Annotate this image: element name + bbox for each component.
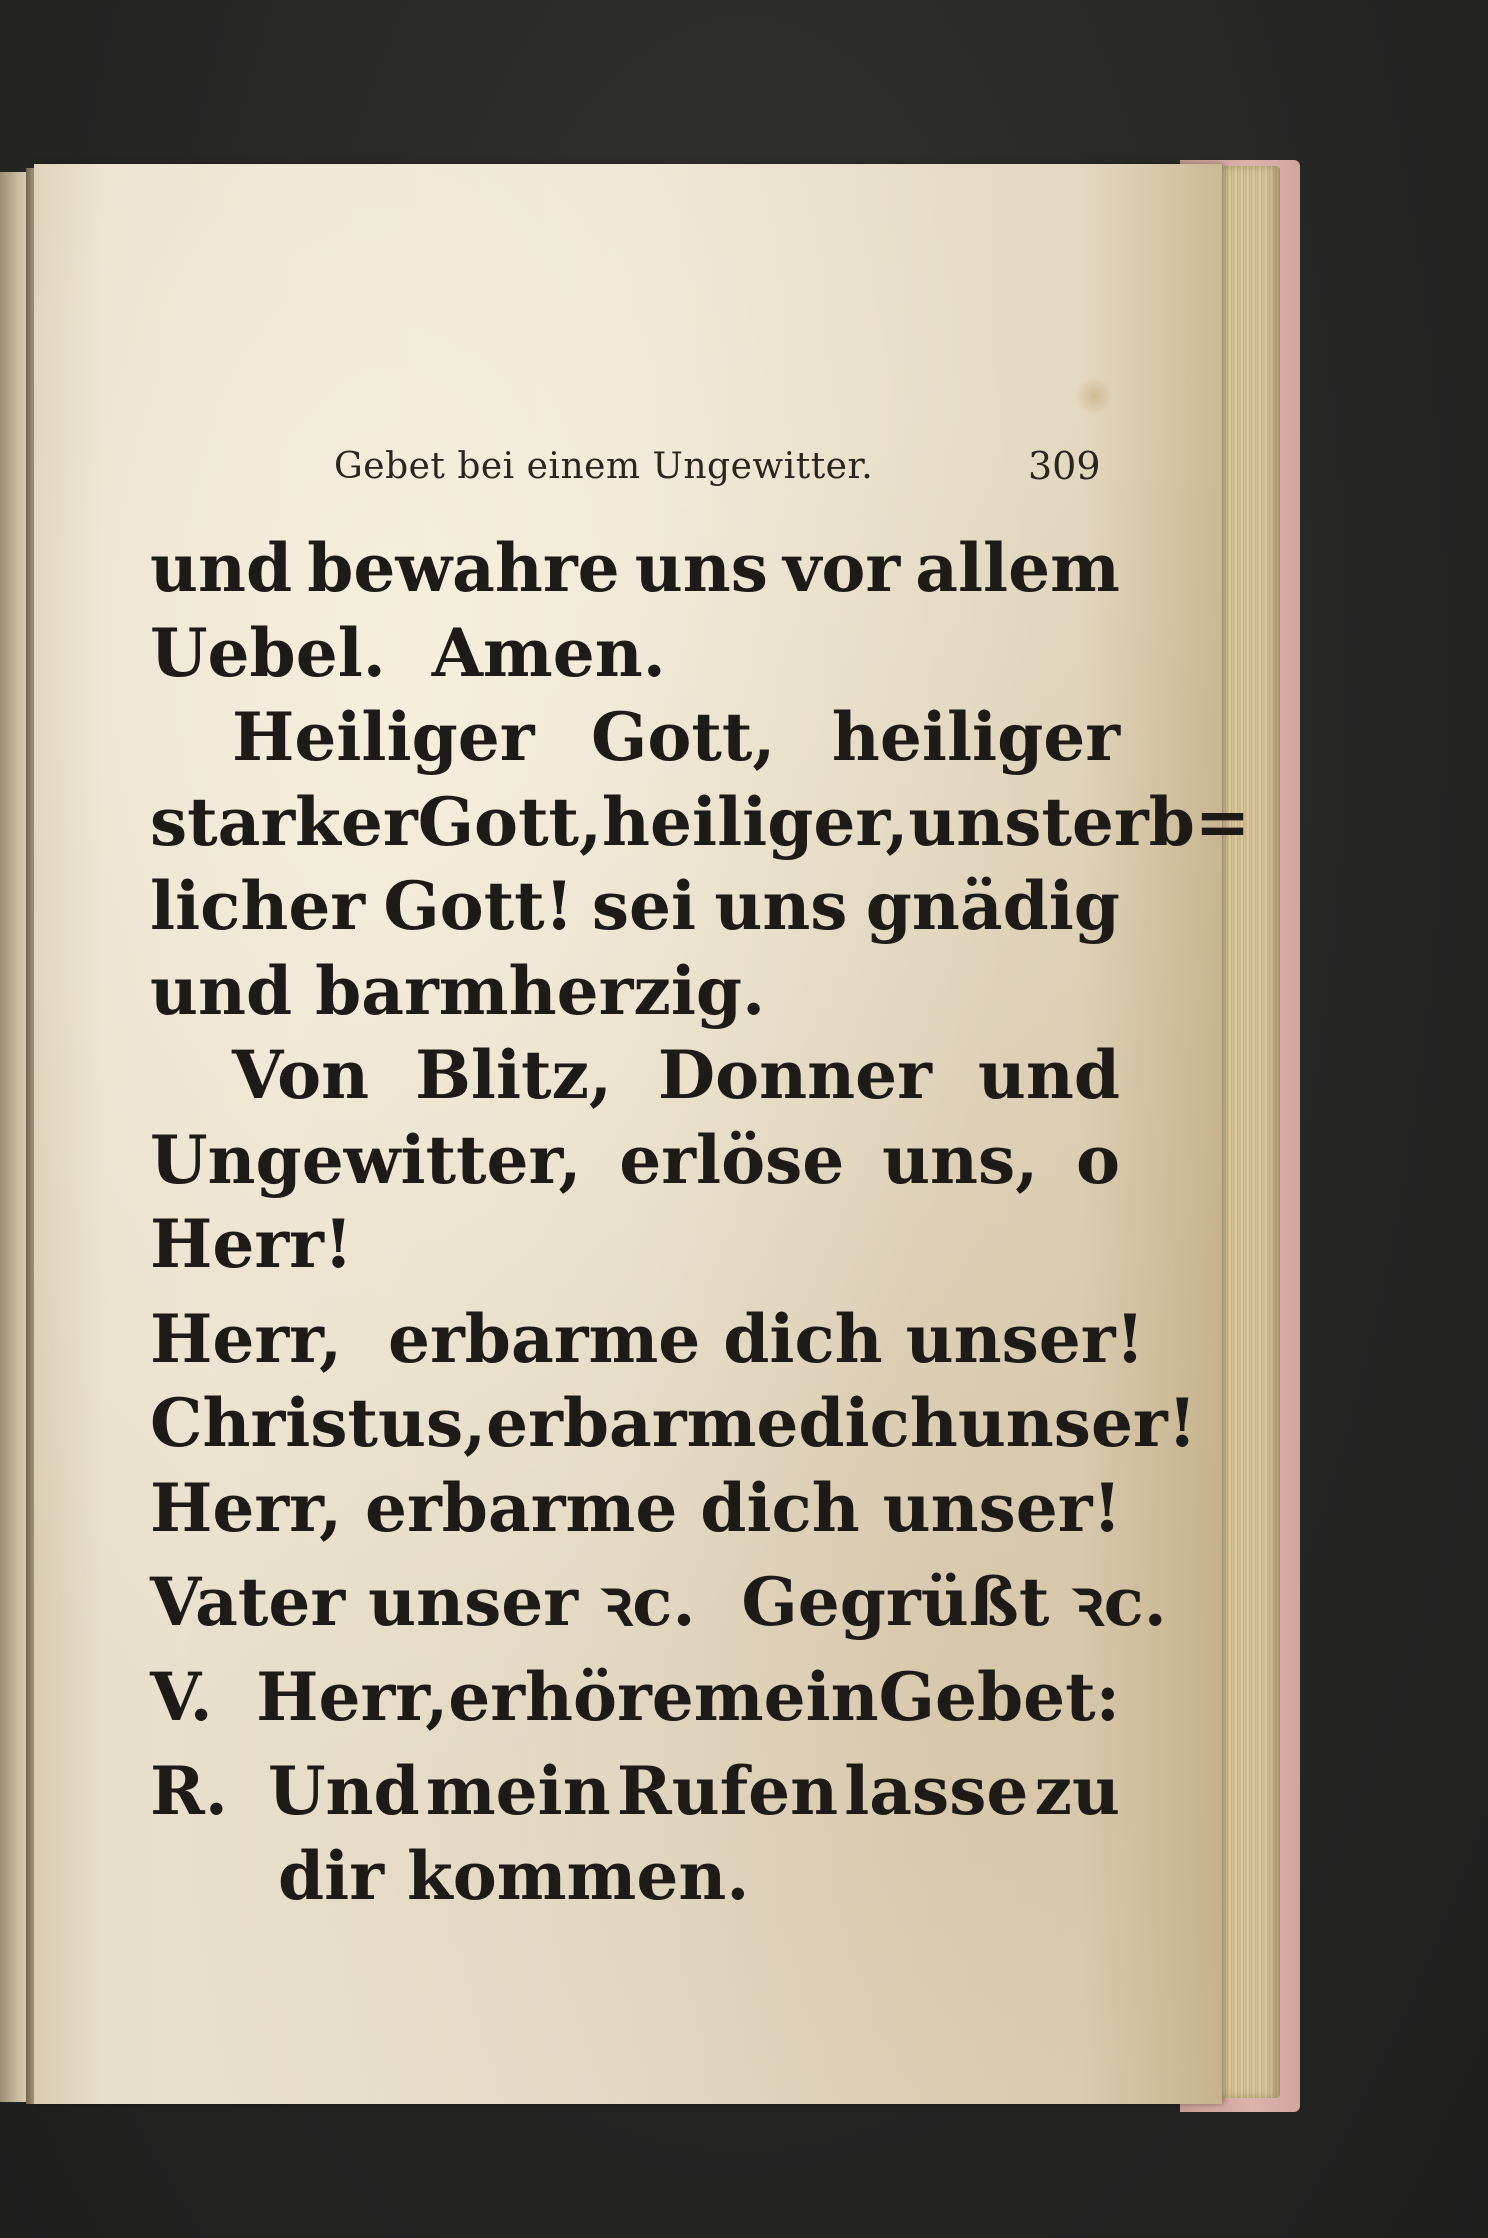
text-line-3 [150, 695, 1120, 780]
response-line-2: dir kommen. [278, 1836, 750, 1915]
word: und [977, 1036, 1120, 1114]
running-head: Gebet bei einem Ungewitter. [334, 446, 874, 487]
word: Rufen [616, 1752, 839, 1830]
word: Gott, [591, 698, 776, 776]
word: mein [693, 1657, 879, 1736]
word: Christus, [150, 1384, 487, 1462]
response-line [150, 1749, 1120, 1834]
word: und [150, 529, 293, 607]
word: heiliger, [602, 782, 909, 861]
response-text [268, 1749, 1120, 1834]
word: Und [268, 1752, 420, 1830]
book-page [34, 164, 1251, 2104]
word: Herr, [256, 1657, 449, 1736]
left-page-edge [0, 172, 28, 2102]
word: unsterb= [908, 782, 1251, 861]
text-line-1 [150, 526, 1120, 611]
word: uns, [882, 1120, 1039, 1199]
word: heiliger [831, 698, 1120, 776]
text-line-13: Vater unser ꝛc. Gegrüßt ꝛc. [150, 1563, 1167, 1641]
word: lasse [844, 1752, 1029, 1830]
text-line-5 [150, 864, 1120, 949]
word: Heiliger [232, 698, 535, 776]
word: bewahre [307, 529, 620, 607]
word: Donner [657, 1036, 932, 1114]
word: uns [634, 529, 768, 607]
page-number: 309 [1028, 444, 1101, 488]
word: unser! [957, 1384, 1197, 1462]
text-line-6: und barmherzig. [150, 951, 766, 1030]
text-line-4 [150, 780, 1251, 865]
word: o [1075, 1120, 1120, 1199]
word: licher [150, 867, 366, 945]
versicle-text [256, 1655, 1120, 1740]
text-line-9: Herr! [150, 1205, 353, 1283]
versicle-line [150, 1655, 1120, 1740]
word: Gott, [417, 782, 603, 861]
word: allem [915, 529, 1120, 607]
text-line-12: Herr, erbarme dich unser! [150, 1468, 1122, 1547]
word: gnädig [865, 867, 1120, 945]
word: dich [798, 1384, 958, 1462]
word: erlöse [619, 1120, 845, 1199]
word: Gott! [383, 867, 574, 945]
word: vor [782, 529, 901, 607]
text-line-2: Uebel. Amen. [150, 613, 666, 692]
word: Blitz, [415, 1036, 612, 1114]
text-line-10: Herr, erbarme dich unser! [150, 1299, 1145, 1378]
versicle-mark: V. [150, 1657, 213, 1736]
word: Gebet: [878, 1657, 1120, 1736]
text-line-7 [150, 1033, 1120, 1118]
text-line-8 [150, 1118, 1120, 1203]
word: uns [714, 867, 848, 945]
word: erbarme [486, 1384, 799, 1462]
paper-stain [1076, 376, 1112, 416]
word: mein [425, 1752, 611, 1830]
response-mark: R. [150, 1752, 228, 1830]
prayer-text [150, 526, 1251, 1918]
word: Von [232, 1036, 370, 1114]
word: erhöre [448, 1657, 694, 1736]
text-line-11 [150, 1381, 1197, 1466]
word: zu [1034, 1752, 1120, 1830]
word: Ungewitter, [150, 1120, 582, 1199]
word: sei [591, 867, 697, 945]
word: starker [150, 782, 418, 861]
